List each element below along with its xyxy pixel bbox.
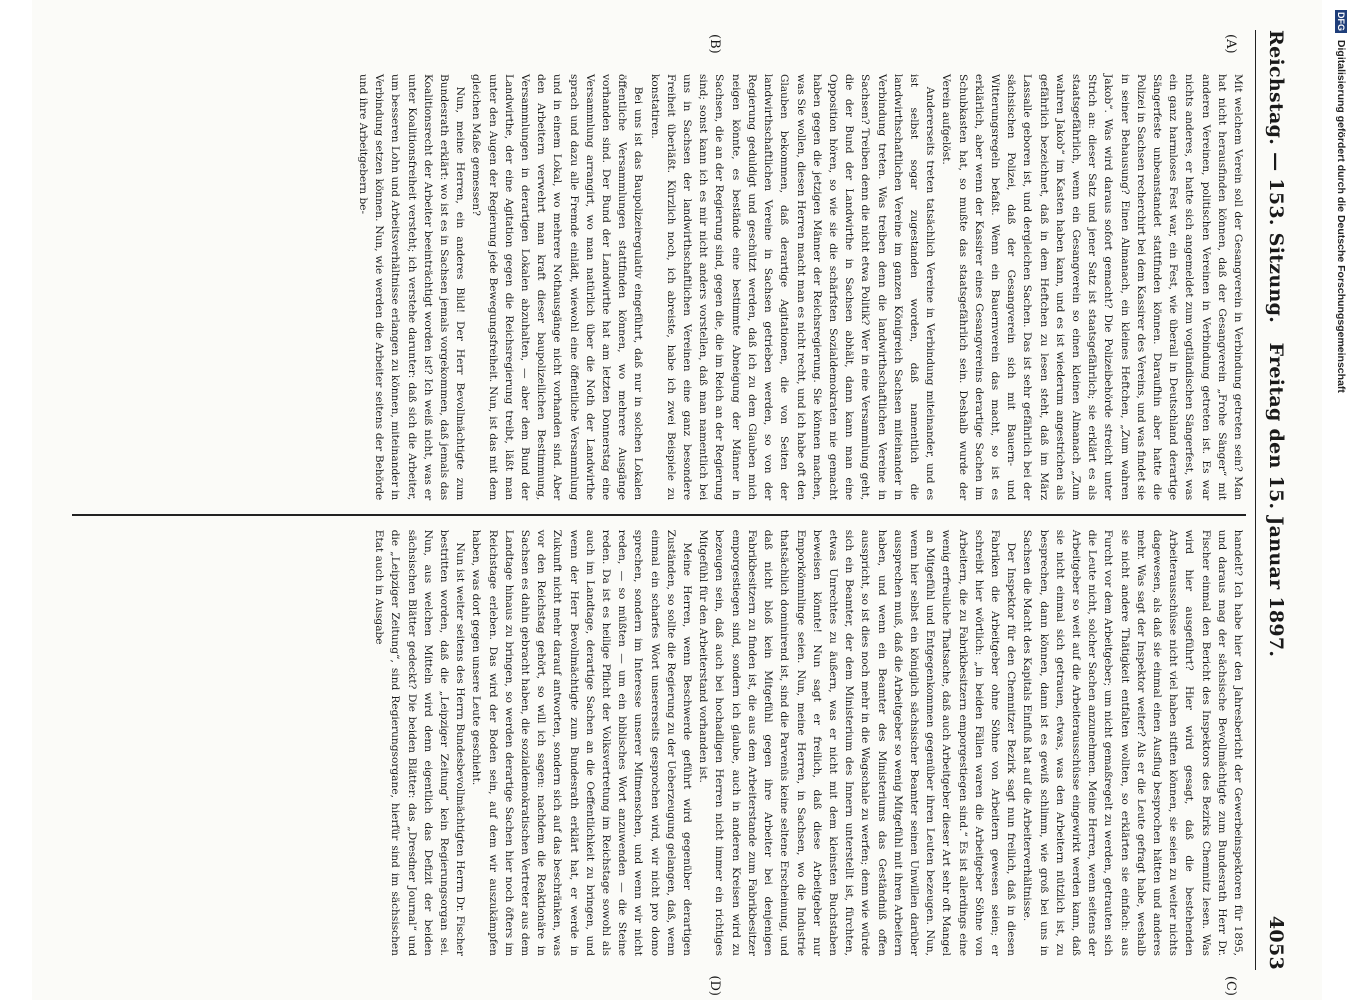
column-left bbox=[72, 60, 1246, 514]
paragraph: Andererseits treten tatsächlich Vereine in Verbindung miteinander, und es ist selbst sogar zugestanden worden, daß namentlich die landwirthschaftlichen Vereine im ganzen Königreich Sachsen miteinander in Verbindung treten. Was treiben denn die landwirthschaftlichen Vereine in Sachsen? Treiben denn die nicht etwa Politik? Wer in eine Versammlung geht, die der Bund der Landwirthe in Sachsen abhält, dann kann man eine Opposition hören, so wie sie die schärfsten Sozialdemokraten nie gemacht haben gegen die jetzigen Männer der Reichsregierung. Sie können machen, was Sie wollen, diesen Herren macht man es nicht recht, und ich habe oft den Glauben bekommen, daß derartige Agitationen, die von Seiten der landwirthschaftlichen Vereine in Sachsen getrieben werden, so von der Regierung geduldigt und geschützt werden, daß ich zu dem Glauben mich neigen könnte, es bestände eine bestimmte Abneigung der Männer in Sachsen, die an der Regierung sind, gegen die, die im Reich an der Regierung sind; sonst kann ich es mir nicht anders vorstellen, daß man namentlich bei uns in Sachsen der landwirthschaftlichen Vereinen eine ganz besondere Freiheit überläßt. Kürzlich noch, ich abreiste, habe ich zwei Beispiele zu konstatiren. bbox=[648, 74, 936, 501]
credit-text: Digitalisierung gefördert durch die Deutsche Forschungsgemeinschaft bbox=[1335, 39, 1347, 393]
digitization-credit bbox=[1335, 10, 1351, 990]
text-columns bbox=[72, 60, 1246, 970]
paragraph: Nun ist weiter seitens des Herrn Bundesbevollmächtigten Herrn Dr. Fischer bestritten worden, daß die „Leipziger Zeitung“ kein Regierungsorgan sei. Nun, aus welchen Mitteln wird denn eigentlich das Defizit der beiden sächsischen Blätter gedeckt? Die beiden Blätter: das „Dresdner Journal“ und die „Leipziger Zeitung“, sind Regierungsorgane, hierfür sind im sächsischen Etat auch in Ausgabe bbox=[372, 529, 466, 956]
section-mark-c: (C) bbox=[1222, 975, 1238, 996]
section-mark-d: (D) bbox=[706, 975, 722, 996]
dfg-logo: DFG bbox=[1336, 12, 1346, 31]
page-header bbox=[1258, 30, 1294, 970]
section-mark-a: (A) bbox=[1222, 34, 1238, 54]
column-right bbox=[72, 516, 1246, 970]
header-session: Reichstag. — 153. Sitzung. bbox=[1264, 30, 1287, 324]
paragraph: Der Inspektor für den Chemnitzer Bezirk sagt nun freilich, daß in diesen Fabriken die Arbeitgeber ohne Söhne von Arbeitern gewesen seien; er schreibt hier wörtlich: „in beiden Fällen waren die Arbeitgeber Söhne von Arbeitern, die zu Fabrikbesitzern emporgestiegen sind.“ Es ist allerdings eine wenig erfreuliche Thatsache, daß auch Arbeitgeber dieser Art sehr oft Mangel an Mitgefühl und Entgegenkommen gegenüber ihren Leuten bezeugen. Nun, wenn hier selbst ein königlich sächsischer Beamter seinen Unwillen darüber aussprechen muß, daß die Arbeitgeber so wenig Mitgefühl mit ihren Arbeitern haben, und wenn ein Beamter des Ministeriums das Geständniß offen ausspricht, so ist dies noch mehr in die Wagschale zu werfen; denn wie würde sich ein Beamter, der dem Ministerium des Innern unterstellt ist, fürchten, etwas Unrechtes zu äußern, was er nicht mit dem kleinsten Buchstaben beweisen könnte! Nun sagt er freilich, daß diese Arbeitgeber nur Emporkömmlinge seien. Nun, meine Herren, in Sachsen, wo die Industrie thatsächlich dominirend ist, sind die Parvenüs keine seltene Erscheinung, und daß nicht bloß kein Mitgefühl gegen ihre Arbeiter bei denjenigen Fabrikbesitzern zu finden ist, die aus dem Arbeiterstande zum Fabrikbesitzer emporgestiegen sind, sondern ich glaube, auch in anderen Kreisen wird zu bezeugen sein, daß auch bei hochadligen Herren nicht immer ein richtiges Mitgefühl für den Arbeiterstand vorhanden ist. bbox=[696, 529, 1017, 956]
paragraph: Bei uns ist das Baupolizeiregulativ eingeführt, daß nur in solchen Lokalen öffentliche Versammlungen stattfinden können, wo mehrere Ausgänge vorhanden sind. Der Bund der Landwirthe hat am letzten Donnerstag eine Versammlung arrangirt, wo man natürlich über die Noth der Landwirthe sprach und dazu alle Fremde einlädt, wiewohl eine öffentliche Versammlung und in einem Lokal, wo mehrere Nothausgänge nicht vorhanden sind. Aber den Arbeitern verwehrt man kraft dieser baupolizeilichen Bestimmung, Versammlungen in derartigen Lokalen abzuhalten, — aber dem Bund der Landwirthe, der eine Agitation gegen die Reichsregierung treibt, läßt man unter den Augen der Regierung jede Bewegungsfreiheit. Nun, ist das mit dem gleichen Maße gemessen? bbox=[469, 74, 644, 501]
page-number: 4053 bbox=[1264, 915, 1287, 970]
section-mark-b: (B) bbox=[706, 34, 722, 54]
paragraph: handelt? Ich habe hier den Jahresbericht der Gewerbeinspektoren für 1895, und daraus mag der sächsische Bevollmächtigte zum Bundesrath Herr Dr. Fischer einmal den Bericht des Inspektors des Bezirks Chemnitz lesen. Was wird hier ausgeführt? Hier wird gesagt, daß die bestehenden Arbeiterausschüsse nicht viel haben stiften können, sie seien zu weiter nichts dagewesen, als daß sie einmal einen Ausflug besprochen hätten und anderes mehr. Was sagt der Inspektor weiter? Als er die Leute gefragt habe, weshalb sie nicht andere Thätigkeit entfalten wollten, so erklärten sie einfach: aus Furcht vor dem Arbeitgeber; um nicht gemaßregelt zu werden, getrauten sich die Leute nicht, solcher Sachen anzunehmen. Meine Herren, wenn seitens der Arbeitgeber so weit auf die Arbeiterausschüsse eingewirkt werden kann, daß sie nicht einmal sich getrauen, etwas, was den Arbeitern nützlich ist, zu besprechen, dann können, dann ist es gewiß schlimm, wie groß bei uns in Sachsen die Macht des Kapitals Einfluß hat auf die Arbeiterverhältnisse. bbox=[1020, 529, 1244, 956]
header-date: Freitag den 15. Januar 1897. bbox=[1264, 342, 1287, 658]
document-page bbox=[32, 0, 1322, 1000]
header-rule bbox=[1255, 30, 1256, 970]
paragraph: Nun, meine Herren, ein anderes Bild! Der Herr Bevollmächtigte zum Bundesrath erklärt: wo ist es in Sachsen jemals vorgekommen, daß jemals das Koalitionsrecht der Arbeiter beeinträchtigt worden ist? Ich weiß nicht, was er unter Koalitionsfreiheit versteht; ich verstehe darunter: daß sich die Arbeiter, um besseren Lohn und Arbeitsverhältnisse erlangen zu können, miteinander in Verbindung setzen können. Nun, wie werden die Arbeiter seitens der Behörde und ihre Arbeitgebern be- bbox=[356, 74, 466, 501]
paragraph: Mit welchem Verein soll der Gesangverein in Verbindung getreten sein? Man hat nicht herausfinden können, daß der Gesangverein „Frohe Sänger“ mit anderen Vereinen, politischen Vereinen in Verbindung getreten ist. Es war nichts anderes, er hatte sich angemeldet zum vogtländischen Sängerfest, was ein ganz harmloses Fest war, ein Fest, wie überall in Deutschland derartige Sängerfeste unbeanstandet stattfinden können. Daraufhin aber hatte die Polizei in Sachsen recherchirt bei dem Kassirer des Vereins, und was findet sie in seiner Behausung? Einen Almanach, ein kleines Heftchen, „Zum wahren Jakob“. Was wird daraus sofort gemacht? Die Polizeibehörde streicht unter Strich an: dieser Satz und jener Satz ist staatsgefährlich; sie erklärt es als staatsgefährlich, wenn ein Gesangverein so einen kleinen Almanach „Zum wahren Jakob“ im Kasten haben kann, und es ist wiederum angestrichen als gefährlich bezeichnet, daß in dem Heftchen zu lesen steht, daß im März Lassalle geboren ist, und dergleichen Sachen. Das ist sehr gefährlich bei der sächsischen Polizei, daß der Gesangverein sich mit Bauern- und Witterungsregeln befaßt. Wenn ein Bauernverein das macht, so ist es erklärlich, aber wenn der Kassirer eines Gesangvereins derartige Sachen im Schubkasten hat, so mußte das staatsgefährlich sein. Deshalb wurde der Verein aufgelöst. bbox=[939, 74, 1244, 501]
paragraph: Meine Herren, wenn Beschwerde geführt wird gegenüber derartigen Zuständen, so sollte die Regierung zu der Ueberzeugung gelangen, daß, wenn einmal ein scharfes Wort unsererseits gesprochen wird, wir nicht pro domo sprechen, sondern im Interesse unserer Mitmenschen, und wenn wir nicht reden, — so müßten — um ein biblisches Wort anzuwenden — die Steine reden. Da ist es heilige Pflicht der Volksvertretung im Reichstage sowohl als auch im Landtage, derartige Sachen an die Oeffentlichkeit zu bringen, und wenn der Herr Bevollmächtigte zum Bundesrath erklärt hat, er werde in Zukunft nicht mehr darauf antworten, sondern sich auf das beschränken, was vor den Reichstag gehört, so will ich sagen: nachdem die Reaktionäre in Sachsen es dahin gebracht haben, die sozialdemokratischen Vertreter aus dem Landtage hinaus zu bringen, so werden derartige Sachen hier noch öfters im Reichstage erleben. Das wird der Boden sein, auf dem wir auszukämpfen haben, was dort gegen unsere Leute geschieht. bbox=[469, 529, 693, 956]
